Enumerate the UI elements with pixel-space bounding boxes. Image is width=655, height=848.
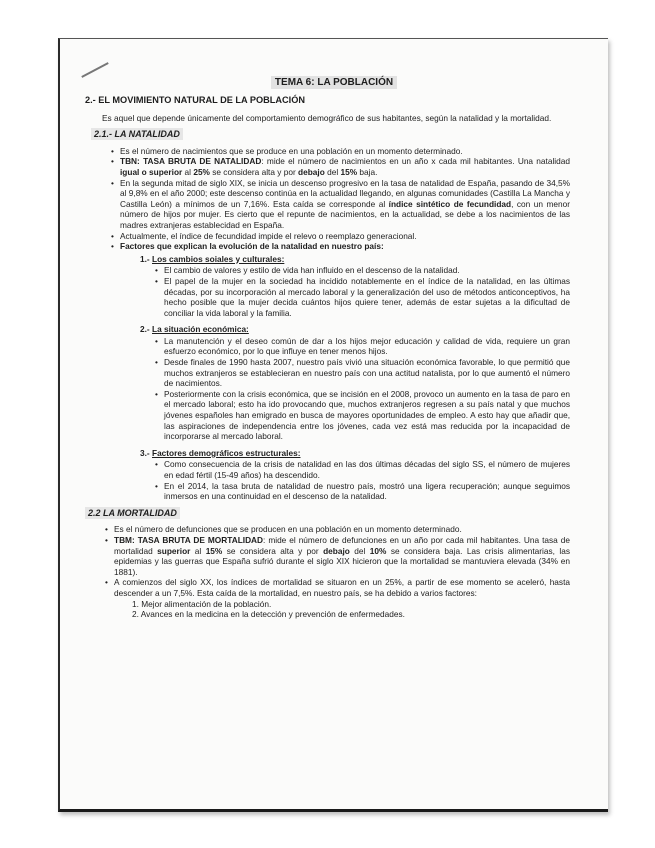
list-item: • El cambio de valores y estilo de vida han influido en el descenso de la natalidad.	[158, 265, 570, 276]
mortalidad-list	[108, 524, 570, 619]
factor-heading: 3.- Factores demográficos estructurales:	[140, 447, 301, 458]
list-item: • Posteriormente con la crisis económica, que se incisión en el 2008, provoco un aumento en la tasa de paro en el mercado laboral; esto ha ido provocando que, muchos extranjeros regresen a su país natal y que muchos jóvenes españoles han emigrado en busca de mayores oportunidades de empleo. A esto hay que añadir que, las aspiraciones de independencia entre los jóvenes, cada vez está mas reducida por la incapacidad de incorporarse al mercado laboral.	[158, 389, 570, 442]
factor-list	[158, 265, 570, 318]
list-item: 2. Avances en la medicina en la detección y prevención de enfermedades.	[132, 609, 405, 620]
pen-stroke-mark	[81, 62, 108, 78]
list-item: • En la segunda mitad de siglo XIX, se inicia un descenso progresivo en la tasa de natalidad de España, pasando de 34,5% al 9,8% en el año 2000; este descenso continúa en la actualidad llegando, en algunas comunidades (Castilla La Mancha y Castilla León) a mínimos de un 7,16%. Esta caída se corresponde al índice sintético de fecundidad, con un menor número de hijos por mujer. Es cierto que el repunte de nacimientos, en la actualidad, se debe a los nacimientos de las madres extranjeras establecidad en España.	[114, 178, 570, 231]
subsection-heading-mortalidad: 2.2 LA MORTALIDAD	[85, 508, 570, 519]
factor-group-demograficos	[140, 448, 570, 502]
list-item: • TBM: TASA BRUTA DE MORTALIDAD: mide el número de defunciones en un año por cada mil habitantes. Una tasa de mortalidad superior al 15% se considera alta y por debajo del 10% se considera baja. Las crisis alimentarias, las epidemias y las guerras que España sufrió durante el siglo XIX hicieron que la mortalidad se mantuviera elevada (34% en 1881).	[108, 535, 570, 577]
list-item: • A comienzos del siglo XX, los índices de mortalidad se situaron en un 25%, a partir de ese momento se aceleró, hasta descender a un 7,5%. Esta caída de la mortalidad, en nuestro país, se ha debido a varios factores: 1. Mejor alimentación de la población. 2. Avances en la medicina en la detección y prevención de enfermedades.	[108, 577, 570, 619]
factor-group-economica	[140, 324, 570, 442]
list-item: • El papel de la mujer en la sociedad ha incidido notablemente en el índice de la natalidad, en las últimas décadas, por su incorporación al mercado laboral y la generalización del uso de métodos anticonceptivos, ha hecho posible que la mujer decida cuántos hijos quiere tener, además de estar sujetas a la dificultad de conciliar la vida laboral y la familia.	[158, 276, 570, 318]
factor-list	[158, 459, 570, 501]
section-heading-movimiento-natural: 2.- EL MOVIMIENTO NATURAL DE LA POBLACIÓN	[85, 95, 305, 105]
factor-list	[158, 336, 570, 442]
list-item: • Es el número de defunciones que se producen en una población en un momento determinado.	[108, 524, 570, 535]
factor-group-social	[140, 254, 570, 319]
list-item: • En el 2014, la tasa bruta de natalidad de nuestro país, mostró una ligera recuperación; aunque seguimos inmersos en una continuidad en el descenso de la natalidad.	[158, 481, 570, 502]
list-item: • Actualmente, el índice de fecundidad impide el relevo o reemplazo generacional.	[114, 231, 570, 242]
subsection-heading-natalidad: 2.1.- LA NATALIDAD	[91, 129, 570, 140]
section-intro: Es aquel que depende únicamente del comportamiento demográfico de sus habitantes, según la natalidad y la mortalidad.	[102, 112, 552, 123]
list-item: • TBN: TASA BRUTA DE NATALIDAD: mide el número de nacimientos en un año x cada mil habitantes. Una natalidad igual o superior al 25% se considera alta y por debajo del 15% baja.	[114, 156, 570, 177]
list-item: 1. Mejor alimentación de la población.	[132, 598, 272, 609]
page-title: TEMA 6: LA POBLACIÓN	[60, 77, 608, 88]
list-item: • La manutención y el deseo común de dar a los hijos mejor educación y calidad de vida, requiere un gran esfuerzo económico, por lo que influye en tener menos hijos.	[158, 336, 570, 357]
list-item: • Factores que explican la evolución de la natalidad en nuestro país: 1.- Los cambios soiales y culturales: • El cambio de valores y estilo de vida han influido en el descenso de la natalidad. • El papel de la mujer en la sociedad ha incidido notablemente en el índice de la natalidad, en las últimas décadas, por su incorporación al mercado laboral y la generalización del uso de métodos anticonceptivos, ha hecho posible que la mujer decida cuántos hijos quiere tener, además de estar sujetas a la dificultad de conciliar la vida laboral y la familia. 2.- La situación económica: • La manutención y el deseo común de dar a los hijos mejor educación y calidad de vida, requiere un gran esfuerzo económico, por lo que influye en tener menos hijos. • Desde finales de 1990 hasta 2007, nuestro país vivió una situación económica favorable, lo que permitió que muchos extranjeros se establecieran en nuestro país con una actitud natalista, por lo que aumentó el número de nacimientos. • Posteriormente con la crisis económica, que se incisión en el 2008, provoco un aumento en la tasa de paro en el mercado laboral; esto ha ido provocando que, muchos extranjeros regresen a su país natal y que muchos jóvenes españoles han emigrado en busca de mayores oportunidades de empleo. A esto hay que añadir que, las aspiraciones de independencia entre los jóvenes, cada vez está mas reducida por la incapacidad de incorporarse al mercado laboral. 3.- Factores demográficos estructurales: • Como consecuencia de la crisis de natalidad en las dos últimas décadas del siglo SS, el número de mujeres en edad fértil (15-49 años) ha descendido. • En el 2014, la tasa bruta de natalidad de nuestro país, mostró una ligera recuperación; aunque seguimos inmersos en una continuidad en el descenso de la natalidad.	[114, 241, 570, 502]
factor-heading: 1.- Los cambios soiales y culturales:	[140, 253, 285, 264]
document-page	[58, 38, 608, 812]
document-body	[85, 95, 571, 620]
list-item: • Como consecuencia de la crisis de natalidad en las dos últimas décadas del siglo SS, el número de mujeres en edad fértil (15-49 años) ha descendido.	[158, 459, 570, 480]
list-item: • Desde finales de 1990 hasta 2007, nuestro país vivió una situación económica favorable, lo que permitió que muchos extranjeros se establecieran en nuestro país con una actitud natalista, por lo que aumentó el número de nacimientos.	[158, 357, 570, 389]
list-item: • Es el número de nacimientos que se produce en una población en un momento determinado.	[114, 146, 570, 157]
natalidad-list	[114, 146, 570, 502]
mortalidad-factors	[132, 599, 570, 620]
factor-heading: 2.- La situación económica:	[140, 324, 249, 335]
